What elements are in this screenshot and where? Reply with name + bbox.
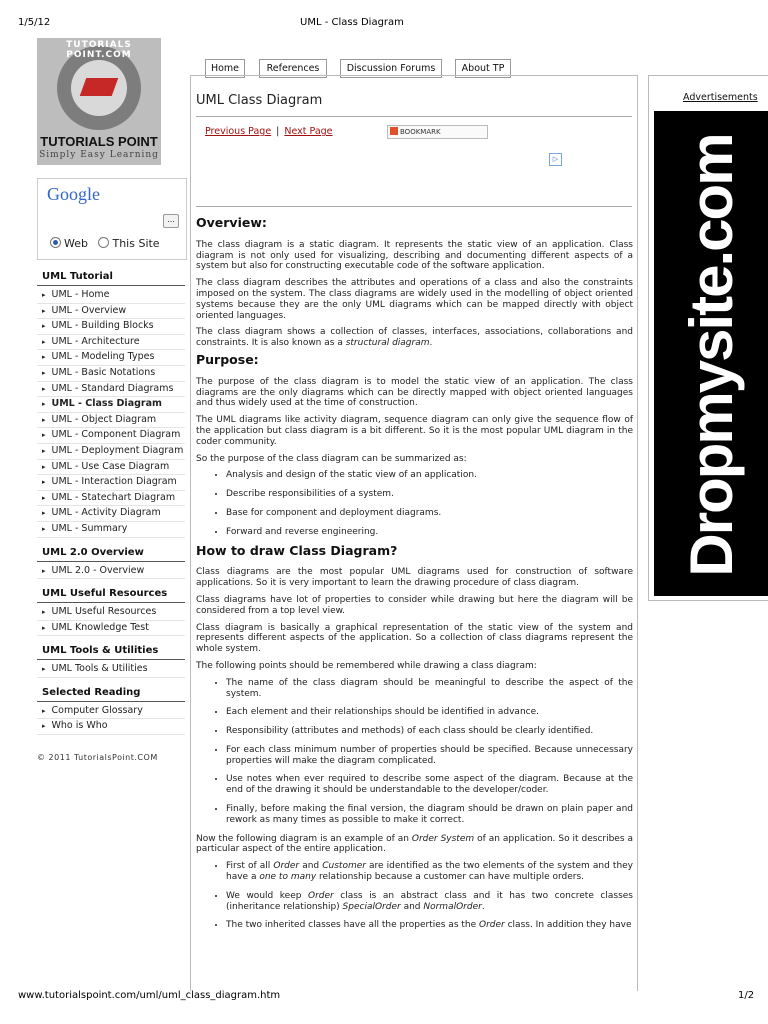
list-item: • Describe responsibilities of a system. (226, 489, 633, 500)
paragraph: The class diagram shows a collection of classes, interfaces, associations, collaborations and constraints. It is also known as a structural diagram. (196, 327, 633, 349)
sidebar-link[interactable]: ▸ UML - Deployment Diagram (37, 444, 185, 460)
search-button[interactable]: ... (163, 214, 179, 228)
next-page-link[interactable]: Next Page (284, 126, 333, 137)
copyright: © 2011 TutorialsPoint.COM (37, 753, 158, 762)
title-divider (196, 116, 632, 117)
section-heading: How to draw Class Diagram? (196, 542, 398, 558)
print-title: UML - Class Diagram (300, 17, 404, 28)
paragraph: So the purpose of the class diagram can be summarized as: (196, 453, 467, 464)
main-divider (196, 206, 632, 207)
sidebar-link[interactable]: ▸ UML - Overview (37, 304, 185, 320)
sidebar-link[interactable]: ▸ UML - Object Diagram (37, 413, 185, 429)
logo-brand: TUTORIALS POINT (40, 134, 158, 149)
sidebar-section (37, 543, 185, 580)
sidebar-link[interactable]: ▸ UML - Basic Notations (37, 366, 185, 382)
search-scope (50, 237, 160, 250)
paragraph: The class diagram is a static diagram. It represents the static view of an application. Class diagram is not only used for visualizing, describing and documenting different aspects of a system but also for constructing executable code of the software application. (196, 239, 633, 272)
google-search-box (37, 178, 187, 260)
sidebar-heading: UML 2.0 Overview (37, 543, 185, 562)
ad-banner[interactable] (654, 111, 768, 596)
sidebar-link[interactable]: ▸ UML - Class Diagram (37, 397, 185, 413)
list-item: • Analysis and design of the static view of an application. (226, 470, 633, 481)
bullet-list (196, 861, 633, 931)
sidebar-link[interactable]: ▸ UML - Use Case Diagram (37, 460, 185, 476)
sidebar-link[interactable]: ▸ Who is Who (37, 719, 185, 735)
section-heading: Purpose: (196, 351, 259, 367)
sidebar-link[interactable]: ▸ UML Tools & Utilities (37, 662, 185, 678)
sidebar-heading: Selected Reading (37, 683, 185, 702)
radio-this-site[interactable]: This Site (98, 237, 159, 250)
list-item: • Responsibility (attributes and methods) of each class should be clearly identified. (226, 726, 633, 737)
list-item: • For each class minimum number of properties should be specified. Because unnecessary properties will make the diagram complicated. (226, 745, 633, 767)
sidebar-link[interactable]: ▸ Computer Glossary (37, 704, 185, 720)
list-item: • First of all Order and Customer are identified as the two elements of the system and they have a one to many relationship because a customer can have multiple orders. (226, 861, 633, 883)
google-logo: Google (47, 184, 100, 204)
sidebar-link[interactable]: ▸ UML - Building Blocks (37, 319, 185, 335)
sidebar-link[interactable]: ▸ UML - Statechart Diagram (37, 491, 185, 507)
site-logo[interactable] (37, 38, 161, 165)
list-item: • Use notes when ever required to describe some aspect of the diagram. Because at the end of the drawing it should be understandable to the developer/coder. (226, 774, 633, 796)
paragraph: The UML diagrams like activity diagram, sequence diagram can only give the sequence flow of the application but class diagram is a bit different. So it is the most popular UML diagram in the coder community. (196, 415, 633, 447)
book-icon (80, 78, 119, 96)
sidebar-link[interactable]: ▸ UML - Standard Diagrams (37, 382, 185, 398)
sidebar-link[interactable]: ▸ UML - Architecture (37, 335, 185, 351)
sidebar-link[interactable]: ▸ UML - Home (37, 288, 185, 304)
print-page-number: 1/2 (738, 990, 755, 1001)
radio-selected-icon (50, 237, 61, 248)
sidebar-link[interactable]: ▸ UML Useful Resources (37, 605, 185, 621)
bullet-list (196, 470, 633, 537)
section-heading: Overview: (196, 215, 267, 230)
bookmark-button[interactable]: BOOKMARK (387, 125, 488, 139)
sidebar-link[interactable]: ▸ UML Knowledge Test (37, 621, 185, 637)
paragraph: The class diagram describes the attributes and operations of a class and also the constraints imposed on the system. The class diagrams are widely used in the modelling of object oriented systems because they are the only UML diagrams which can be mapped directly with object oriented languages. (196, 278, 633, 321)
sidebar (37, 262, 185, 735)
sidebar-link[interactable]: ▸ UML - Summary (37, 522, 185, 538)
sidebar-link[interactable]: ▸ UML - Component Diagram (37, 428, 185, 444)
page-title: UML Class Diagram (196, 93, 323, 108)
sidebar-link[interactable]: ▸ UML - Modeling Types (37, 350, 185, 366)
nav-tab-discussion-forums[interactable]: Discussion Forums (340, 59, 442, 78)
sidebar-section (37, 683, 185, 735)
paragraph: The purpose of the class diagram is to model the static view of an application. The class diagrams are the only diagrams which can be directly mapped with object oriented languages and thus widely used at the time of construction. (196, 376, 633, 409)
bookmark-icon (390, 127, 398, 135)
page-navigation (205, 126, 333, 137)
sidebar-link[interactable]: ▸ UML 2.0 - Overview (37, 564, 185, 580)
article-body (196, 212, 633, 939)
list-item: • Each element and their relationships should be identified in advance. (226, 707, 633, 718)
logo-tagline: Simply Easy Learning (39, 150, 159, 160)
previous-page-link[interactable]: Previous Page (205, 126, 272, 137)
bullet-list (196, 678, 633, 826)
print-date: 1/5/12 (18, 17, 51, 28)
paragraph: Class diagram is basically a graphical representation of the static view of the system and represents different aspects of the application. So a collection of class diagrams represent the whole system. (196, 622, 633, 655)
list-item: • Finally, before making the final version, the diagram should be drawn on plain paper and rework as many times as possible to make it correct. (226, 804, 633, 826)
advertisements-label[interactable]: Advertisements (683, 92, 758, 103)
list-item: • Forward and reverse engineering. (226, 527, 633, 538)
sidebar-link[interactable]: ▸ UML - Interaction Diagram (37, 475, 185, 491)
list-item: • The name of the class diagram should be meaningful to describe the aspect of the system. (226, 678, 633, 700)
paragraph: Class diagrams have lot of properties to consider while drawing but here the diagram will be considered from a top level view. (196, 594, 633, 616)
paragraph: Now the following diagram is an example of an Order System of an application. So it describes a particular aspect of the entire application. (196, 833, 634, 855)
radio-web[interactable]: Web (50, 237, 88, 250)
sidebar-section (37, 641, 185, 678)
list-item: • We would keep Order class is an abstract class and it has two concrete classes (inheritance relationship) SpecialOrder and NormalOrder. (226, 891, 633, 913)
sidebar-section (37, 267, 185, 538)
sidebar-heading: UML Tutorial (37, 267, 185, 286)
sidebar-link[interactable]: ▸ UML - Activity Diagram (37, 506, 185, 522)
paragraph: Class diagrams are the most popular UML diagrams used for construction of software applications. So it is very important to learn the drawing procedure of class diagram. (196, 567, 633, 589)
list-item: • Base for component and deployment diagrams. (226, 508, 633, 519)
sidebar-heading: UML Useful Resources (37, 584, 185, 603)
radio-unselected-icon (98, 237, 109, 248)
paragraph: The following points should be remembered while drawing a class diagram: (196, 660, 537, 671)
ad-banner-text: Dropmysite.com (678, 134, 745, 577)
sidebar-heading: UML Tools & Utilities (37, 641, 185, 660)
nav-tab-home[interactable]: Home (205, 59, 245, 78)
logo-arc-text: TUTORIALS POINT.COM (66, 40, 132, 60)
print-url: www.tutorialspoint.com/uml/uml_class_diagram.htm (18, 990, 281, 1001)
nav-tab-references[interactable]: References (259, 59, 327, 78)
nav-tab-about[interactable]: About TP (455, 59, 511, 78)
sidebar-section (37, 584, 185, 636)
list-item: • The two inherited classes have all the properties as the Order class. In addition they have (226, 920, 633, 931)
ad-choices-icon[interactable]: ▷ (549, 153, 562, 166)
page-nav-separator: | (276, 126, 280, 137)
